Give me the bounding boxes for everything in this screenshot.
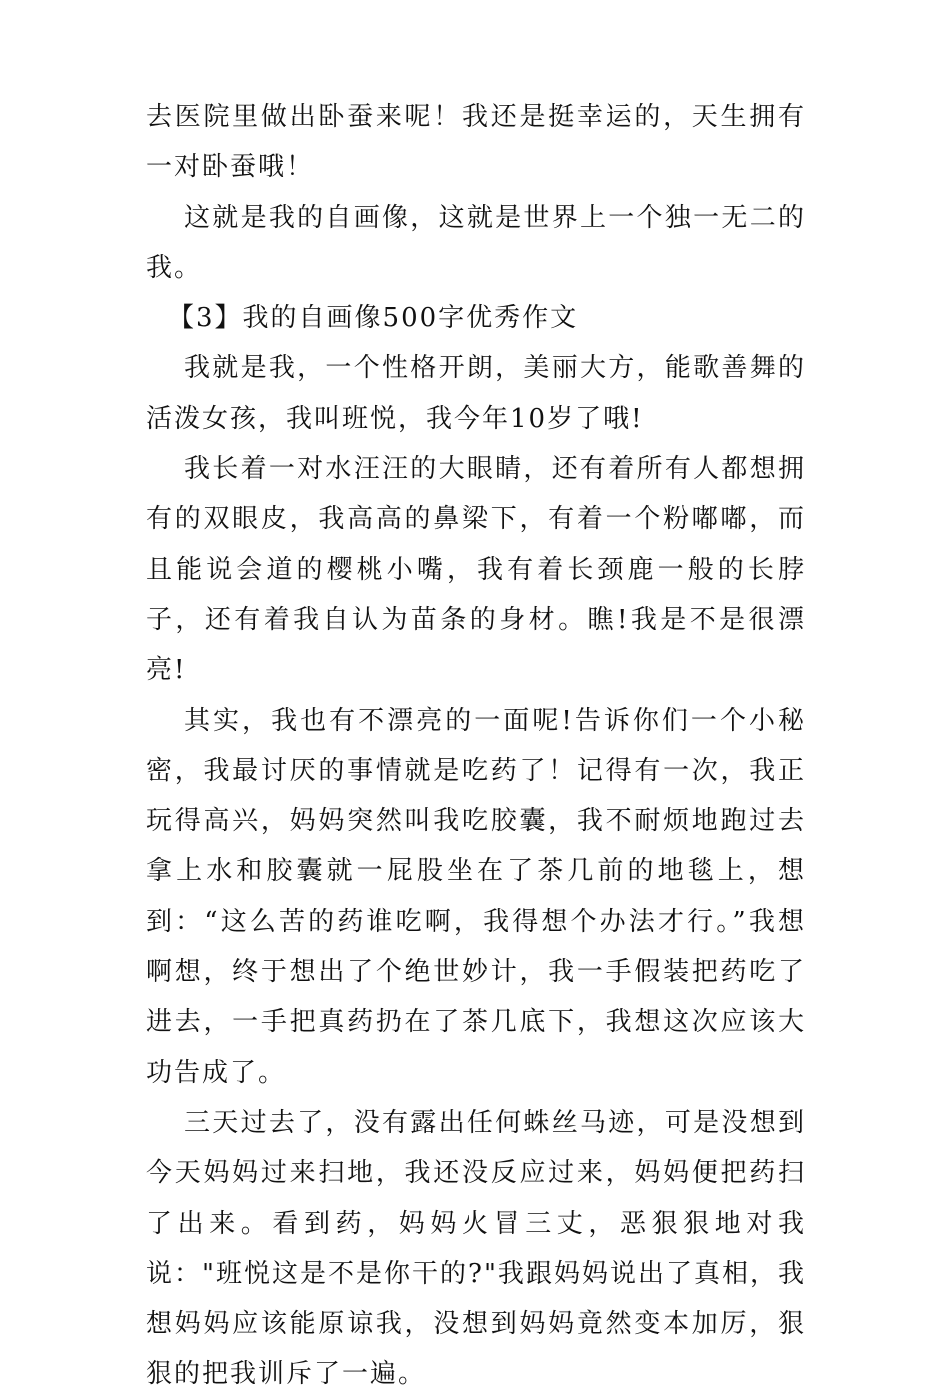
paragraph-discovery: 三天过去了，没有露出任何蛛丝马迹，可是没想到今天妈妈过来扫地，我还没反应过来，妈妈便把药扫了出来。看到药，妈妈火冒三丈，恶狠狠地对我说："班悦这是不是你干的?"我跟妈妈说出了真相，我想妈妈应该能原谅我，没想到妈妈竟然变本加厉，狠狠的把我训斥了一遍。 — [146, 1107, 806, 1390]
essay-text — [146, 92, 806, 1400]
paragraph-medicine-story: 其实，我也有不漂亮的一面呢!告诉你们一个小秘密，我最讨厌的事情就是吃药了！记得有一次，我正玩得高兴，妈妈突然叫我吃胶囊，我不耐烦地跑过去拿上水和胶囊就一屁股坐在了茶几前的地毯上，想到：“这么苦的药谁吃啊，我得想个办法才行。”我想啊想，终于想出了个绝世妙计，我一手假装把药吃了进去，一手把真药扔在了茶几底下，我想这次应该大功告成了。 — [146, 705, 806, 1088]
paragraph-introduction: 我就是我，一个性格开朗，美丽大方，能歌善舞的活泼女孩，我叫班悦，我今年10岁了哦! — [146, 353, 806, 434]
paragraph-self-portrait-conclusion: 这就是我的自画像，这就是世界上一个独一无二的我。 — [146, 202, 806, 283]
paragraph-appearance: 我长着一对水汪汪的大眼睛，还有着所有人都想拥有的双眼皮，我高高的鼻梁下，有着一个粉嘟嘟，而且能说会道的樱桃小嘴，我有着长颈鹿一般的长脖子，还有着我自认为苗条的身材。瞧!我是不是很漂亮! — [146, 454, 806, 686]
paragraph-continuation: 去医院里做出卧蚕来呢！我还是挺幸运的，天生拥有一对卧蚕哦！ — [146, 102, 806, 183]
essay-heading: 【3】我的自画像500字优秀作文 — [168, 303, 579, 334]
